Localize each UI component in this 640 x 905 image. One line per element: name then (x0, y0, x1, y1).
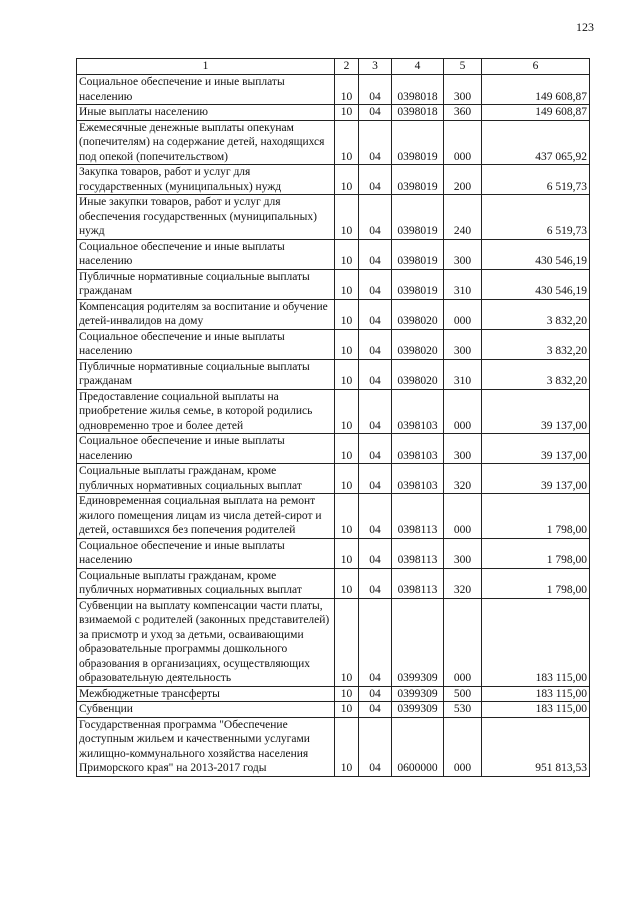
row-section-cell: 10 (335, 686, 359, 702)
row-target-code-cell: 0398019 (392, 195, 444, 240)
row-target-code-cell: 0398103 (392, 389, 444, 434)
header-col-3: 3 (359, 59, 392, 75)
row-expense-type-cell: 240 (444, 195, 482, 240)
table-row (77, 299, 590, 329)
row-target-code-cell: 0399309 (392, 702, 444, 718)
row-section-cell: 10 (335, 568, 359, 598)
row-target-code-cell: 0398020 (392, 329, 444, 359)
row-amount-cell: 6 519,73 (482, 195, 590, 240)
row-expense-type-cell: 000 (444, 717, 482, 776)
row-section-cell: 10 (335, 329, 359, 359)
table-row (77, 195, 590, 240)
row-subsection-cell: 04 (359, 494, 392, 539)
row-expense-type-cell: 000 (444, 598, 482, 686)
row-name-cell: Социальные выплаты гражданам, кроме публичных нормативных социальных выплат (77, 568, 335, 598)
row-expense-type-cell: 300 (444, 239, 482, 269)
row-target-code-cell: 0398018 (392, 105, 444, 121)
row-amount-cell: 39 137,00 (482, 464, 590, 494)
table-row (77, 239, 590, 269)
row-subsection-cell: 04 (359, 598, 392, 686)
row-amount-cell: 1 798,00 (482, 568, 590, 598)
row-expense-type-cell: 300 (444, 538, 482, 568)
row-amount-cell: 430 546,19 (482, 269, 590, 299)
row-expense-type-cell: 310 (444, 269, 482, 299)
table-row (77, 329, 590, 359)
row-target-code-cell: 0398018 (392, 75, 444, 105)
row-subsection-cell: 04 (359, 299, 392, 329)
row-amount-cell: 3 832,20 (482, 329, 590, 359)
row-name-cell: Иные закупки товаров, работ и услуг для обеспечения государственных (муниципальных) нужд (77, 195, 335, 240)
table-row (77, 598, 590, 686)
budget-table (76, 58, 590, 777)
table-row (77, 702, 590, 718)
row-target-code-cell: 0399309 (392, 686, 444, 702)
row-target-code-cell: 0398020 (392, 299, 444, 329)
row-target-code-cell: 0398020 (392, 359, 444, 389)
row-name-cell: Социальное обеспечение и иные выплаты населению (77, 75, 335, 105)
row-name-cell: Компенсация родителям за воспитание и обучение детей-инвалидов на дому (77, 299, 335, 329)
header-col-6: 6 (482, 59, 590, 75)
row-name-cell: Социальное обеспечение и иные выплаты населению (77, 239, 335, 269)
table-row (77, 359, 590, 389)
row-target-code-cell: 0398103 (392, 434, 444, 464)
row-amount-cell: 149 608,87 (482, 105, 590, 121)
row-target-code-cell: 0398103 (392, 464, 444, 494)
row-expense-type-cell: 300 (444, 329, 482, 359)
row-expense-type-cell: 000 (444, 299, 482, 329)
row-section-cell: 10 (335, 598, 359, 686)
row-subsection-cell: 04 (359, 568, 392, 598)
row-name-cell: Социальное обеспечение и иные выплаты населению (77, 538, 335, 568)
row-amount-cell: 183 115,00 (482, 702, 590, 718)
table-row (77, 538, 590, 568)
row-name-cell: Предоставление социальной выплаты на приобретение жилья семье, в которой родились одновременно трое и более детей (77, 389, 335, 434)
table-row (77, 464, 590, 494)
row-subsection-cell: 04 (359, 464, 392, 494)
row-section-cell: 10 (335, 120, 359, 165)
row-expense-type-cell: 000 (444, 120, 482, 165)
row-amount-cell: 437 065,92 (482, 120, 590, 165)
row-amount-cell: 149 608,87 (482, 75, 590, 105)
row-name-cell: Социальные выплаты гражданам, кроме публичных нормативных социальных выплат (77, 464, 335, 494)
row-name-cell: Единовременная социальная выплата на ремонт жилого помещения лицам из числа детей-сирот и детей, оставшихся без попечения родителей (77, 494, 335, 539)
row-target-code-cell: 0398113 (392, 494, 444, 539)
row-name-cell: Социальное обеспечение и иные выплаты населению (77, 434, 335, 464)
row-section-cell: 10 (335, 538, 359, 568)
header-col-5: 5 (444, 59, 482, 75)
row-target-code-cell: 0398019 (392, 165, 444, 195)
row-target-code-cell: 0398113 (392, 568, 444, 598)
table-row (77, 269, 590, 299)
row-subsection-cell: 04 (359, 269, 392, 299)
table-row (77, 434, 590, 464)
row-subsection-cell: 04 (359, 105, 392, 121)
row-section-cell: 10 (335, 269, 359, 299)
row-section-cell: 10 (335, 464, 359, 494)
row-expense-type-cell: 000 (444, 494, 482, 539)
table-body (77, 75, 590, 777)
row-name-cell: Ежемесячные денежные выплаты опекунам (попечителям) на содержание детей, находящихся под опекой (попечительством) (77, 120, 335, 165)
row-target-code-cell: 0399309 (392, 598, 444, 686)
table-row (77, 389, 590, 434)
row-subsection-cell: 04 (359, 389, 392, 434)
row-amount-cell: 951 813,53 (482, 717, 590, 776)
row-name-cell: Публичные нормативные социальные выплаты гражданам (77, 359, 335, 389)
row-section-cell: 10 (335, 389, 359, 434)
row-section-cell: 10 (335, 299, 359, 329)
table-row (77, 105, 590, 121)
row-amount-cell: 6 519,73 (482, 165, 590, 195)
table-row (77, 165, 590, 195)
row-target-code-cell: 0600000 (392, 717, 444, 776)
row-expense-type-cell: 000 (444, 389, 482, 434)
row-section-cell: 10 (335, 75, 359, 105)
row-name-cell: Субвенции (77, 702, 335, 718)
row-amount-cell: 1 798,00 (482, 494, 590, 539)
row-section-cell: 10 (335, 702, 359, 718)
row-subsection-cell: 04 (359, 165, 392, 195)
row-expense-type-cell: 310 (444, 359, 482, 389)
row-name-cell: Межбюджетные трансферты (77, 686, 335, 702)
row-amount-cell: 183 115,00 (482, 598, 590, 686)
row-name-cell: Иные выплаты населению (77, 105, 335, 121)
row-amount-cell: 3 832,20 (482, 299, 590, 329)
row-expense-type-cell: 500 (444, 686, 482, 702)
row-expense-type-cell: 320 (444, 464, 482, 494)
row-subsection-cell: 04 (359, 359, 392, 389)
row-target-code-cell: 0398019 (392, 239, 444, 269)
row-name-cell: Публичные нормативные социальные выплаты гражданам (77, 269, 335, 299)
row-subsection-cell: 04 (359, 717, 392, 776)
row-amount-cell: 39 137,00 (482, 389, 590, 434)
row-section-cell: 10 (335, 434, 359, 464)
table-row (77, 120, 590, 165)
row-amount-cell: 183 115,00 (482, 686, 590, 702)
row-subsection-cell: 04 (359, 702, 392, 718)
row-amount-cell: 39 137,00 (482, 434, 590, 464)
row-expense-type-cell: 300 (444, 434, 482, 464)
table-row (77, 717, 590, 776)
row-section-cell: 10 (335, 195, 359, 240)
header-col-4: 4 (392, 59, 444, 75)
table-row (77, 686, 590, 702)
row-name-cell: Государственная программа "Обеспечение доступным жильем и качественными услугами жилищно-коммунального хозяйства населения Приморского края" на 2013-2017 годы (77, 717, 335, 776)
row-amount-cell: 3 832,20 (482, 359, 590, 389)
row-expense-type-cell: 530 (444, 702, 482, 718)
row-section-cell: 10 (335, 239, 359, 269)
row-target-code-cell: 0398019 (392, 269, 444, 299)
row-expense-type-cell: 300 (444, 75, 482, 105)
row-target-code-cell: 0398113 (392, 538, 444, 568)
table-header-row (77, 59, 590, 75)
row-subsection-cell: 04 (359, 329, 392, 359)
row-subsection-cell: 04 (359, 239, 392, 269)
header-col-1: 1 (77, 59, 335, 75)
row-name-cell: Социальное обеспечение и иные выплаты населению (77, 329, 335, 359)
row-expense-type-cell: 200 (444, 165, 482, 195)
row-section-cell: 10 (335, 105, 359, 121)
row-subsection-cell: 04 (359, 434, 392, 464)
row-subsection-cell: 04 (359, 686, 392, 702)
row-expense-type-cell: 360 (444, 105, 482, 121)
table-row (77, 568, 590, 598)
table-row (77, 494, 590, 539)
row-name-cell: Закупка товаров, работ и услуг для государственных (муниципальных) нужд (77, 165, 335, 195)
table-row (77, 75, 590, 105)
row-subsection-cell: 04 (359, 195, 392, 240)
row-section-cell: 10 (335, 359, 359, 389)
row-amount-cell: 1 798,00 (482, 538, 590, 568)
row-subsection-cell: 04 (359, 538, 392, 568)
row-subsection-cell: 04 (359, 120, 392, 165)
row-section-cell: 10 (335, 494, 359, 539)
row-amount-cell: 430 546,19 (482, 239, 590, 269)
row-section-cell: 10 (335, 717, 359, 776)
row-target-code-cell: 0398019 (392, 120, 444, 165)
row-subsection-cell: 04 (359, 75, 392, 105)
row-name-cell: Субвенции на выплату компенсации части платы, взимаемой с родителей (законных представителей) за присмотр и уход за детьми, осваивающими образовательные программы дошкольного образования в организациях, осуществляющих образовательную деятельность (77, 598, 335, 686)
header-col-2: 2 (335, 59, 359, 75)
page-number: 123 (576, 20, 594, 34)
row-section-cell: 10 (335, 165, 359, 195)
row-expense-type-cell: 320 (444, 568, 482, 598)
